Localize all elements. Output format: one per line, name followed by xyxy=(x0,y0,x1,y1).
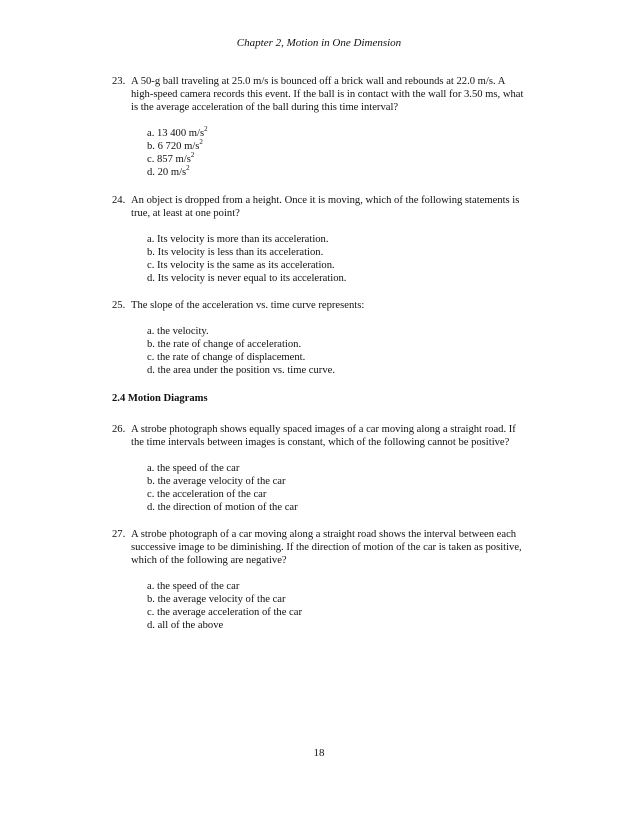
question-number: 26. xyxy=(112,424,126,435)
section-heading: 2.4 Motion Diagrams xyxy=(112,393,208,404)
question-text-line: the time intervals between images is constant, which of the following cannot be positive? xyxy=(131,437,510,448)
question-number: 25. xyxy=(112,300,126,311)
question-text-line: A strobe photograph of a car moving along a straight road shows the interval between each xyxy=(131,529,517,540)
exponent: 2 xyxy=(186,164,190,172)
answer-option-b: b. the rate of change of acceleration. xyxy=(147,339,302,350)
question-text-line: successive image to be diminishing. If the direction of motion of the car is taken as positive, xyxy=(131,542,522,553)
question-24 xyxy=(112,194,562,285)
answer-option-d: d. the area under the position vs. time curve. xyxy=(147,365,335,376)
running-header: Chapter 2, Motion in One Dimension xyxy=(236,37,402,49)
answer-option-d: d. Its velocity is never equal to its acceleration. xyxy=(147,273,347,284)
answer-option-a: a. the velocity. xyxy=(147,326,209,337)
question-number: 24. xyxy=(112,195,126,206)
answer-option-a: a. 13 400 $m/s^2$ xyxy=(147,125,208,139)
question-text-line: high-speed camera records this event. If the ball is in contact with the wall for 3.50 ms, what xyxy=(131,89,524,100)
answer-option-c: c. the rate of change of displacement. xyxy=(147,352,306,363)
page-number: 18 xyxy=(313,747,325,759)
question-number: 27. xyxy=(112,529,126,540)
question-text-line: A 50-g ball traveling at 25.0 m/s is bounced off a brick wall and rebounds at 22.0 m/s. A xyxy=(131,76,506,87)
answer-option-b: b. the average velocity of the car xyxy=(147,594,286,605)
answer-option-c: c. 857 $m/s^2$ xyxy=(147,151,195,165)
question-text-line: An object is dropped from a height. Once it is moving, which of the following statements is xyxy=(131,195,520,206)
answer-options xyxy=(112,233,562,285)
answer-option-d: d. all of the above xyxy=(147,620,224,631)
answer-option-a: a. Its velocity is more than its acceleration. xyxy=(147,234,329,245)
answer-option-a: a. the speed of the car xyxy=(147,463,240,474)
question-number: 23. xyxy=(112,76,126,87)
answer-option-c: c. Its velocity is the same as its acceleration. xyxy=(147,260,335,271)
question-26 xyxy=(112,423,562,514)
question-text-line: The slope of the acceleration vs. time curve represents: xyxy=(131,300,365,311)
question-text-line: true, at least at one point? xyxy=(131,208,240,219)
answer-option-c: c. the average acceleration of the car xyxy=(147,607,302,618)
answer-options xyxy=(112,325,562,377)
answer-option-d: d. 20 $m/s^2$ xyxy=(147,164,190,178)
question-27 xyxy=(112,528,562,632)
question-text-line: A strobe photograph shows equally spaced images of a car moving along a straight road. If xyxy=(131,424,516,435)
answer-options xyxy=(112,462,562,514)
answer-option-c: c. the acceleration of the car xyxy=(147,489,267,500)
question-text-line: which of the following are negative? xyxy=(131,555,287,566)
answer-option-d: d. the direction of motion of the car xyxy=(147,502,298,513)
exponent: 2 xyxy=(204,125,208,133)
answer-option-a: a. the speed of the car xyxy=(147,581,240,592)
answer-options xyxy=(112,127,562,179)
answer-options xyxy=(112,580,562,632)
answer-option-b: b. the average velocity of the car xyxy=(147,476,286,487)
exponent: 2 xyxy=(190,151,195,159)
question-text-line: is the average acceleration of the ball during this time interval? xyxy=(131,102,399,113)
exponent: 2 xyxy=(199,138,203,146)
question-25 xyxy=(112,299,562,377)
question-23 xyxy=(112,75,562,179)
answer-option-b: b. 6 720 $m/s^2$ xyxy=(147,138,203,152)
answer-option-b: b. Its velocity is less than its acceleration. xyxy=(147,247,324,258)
